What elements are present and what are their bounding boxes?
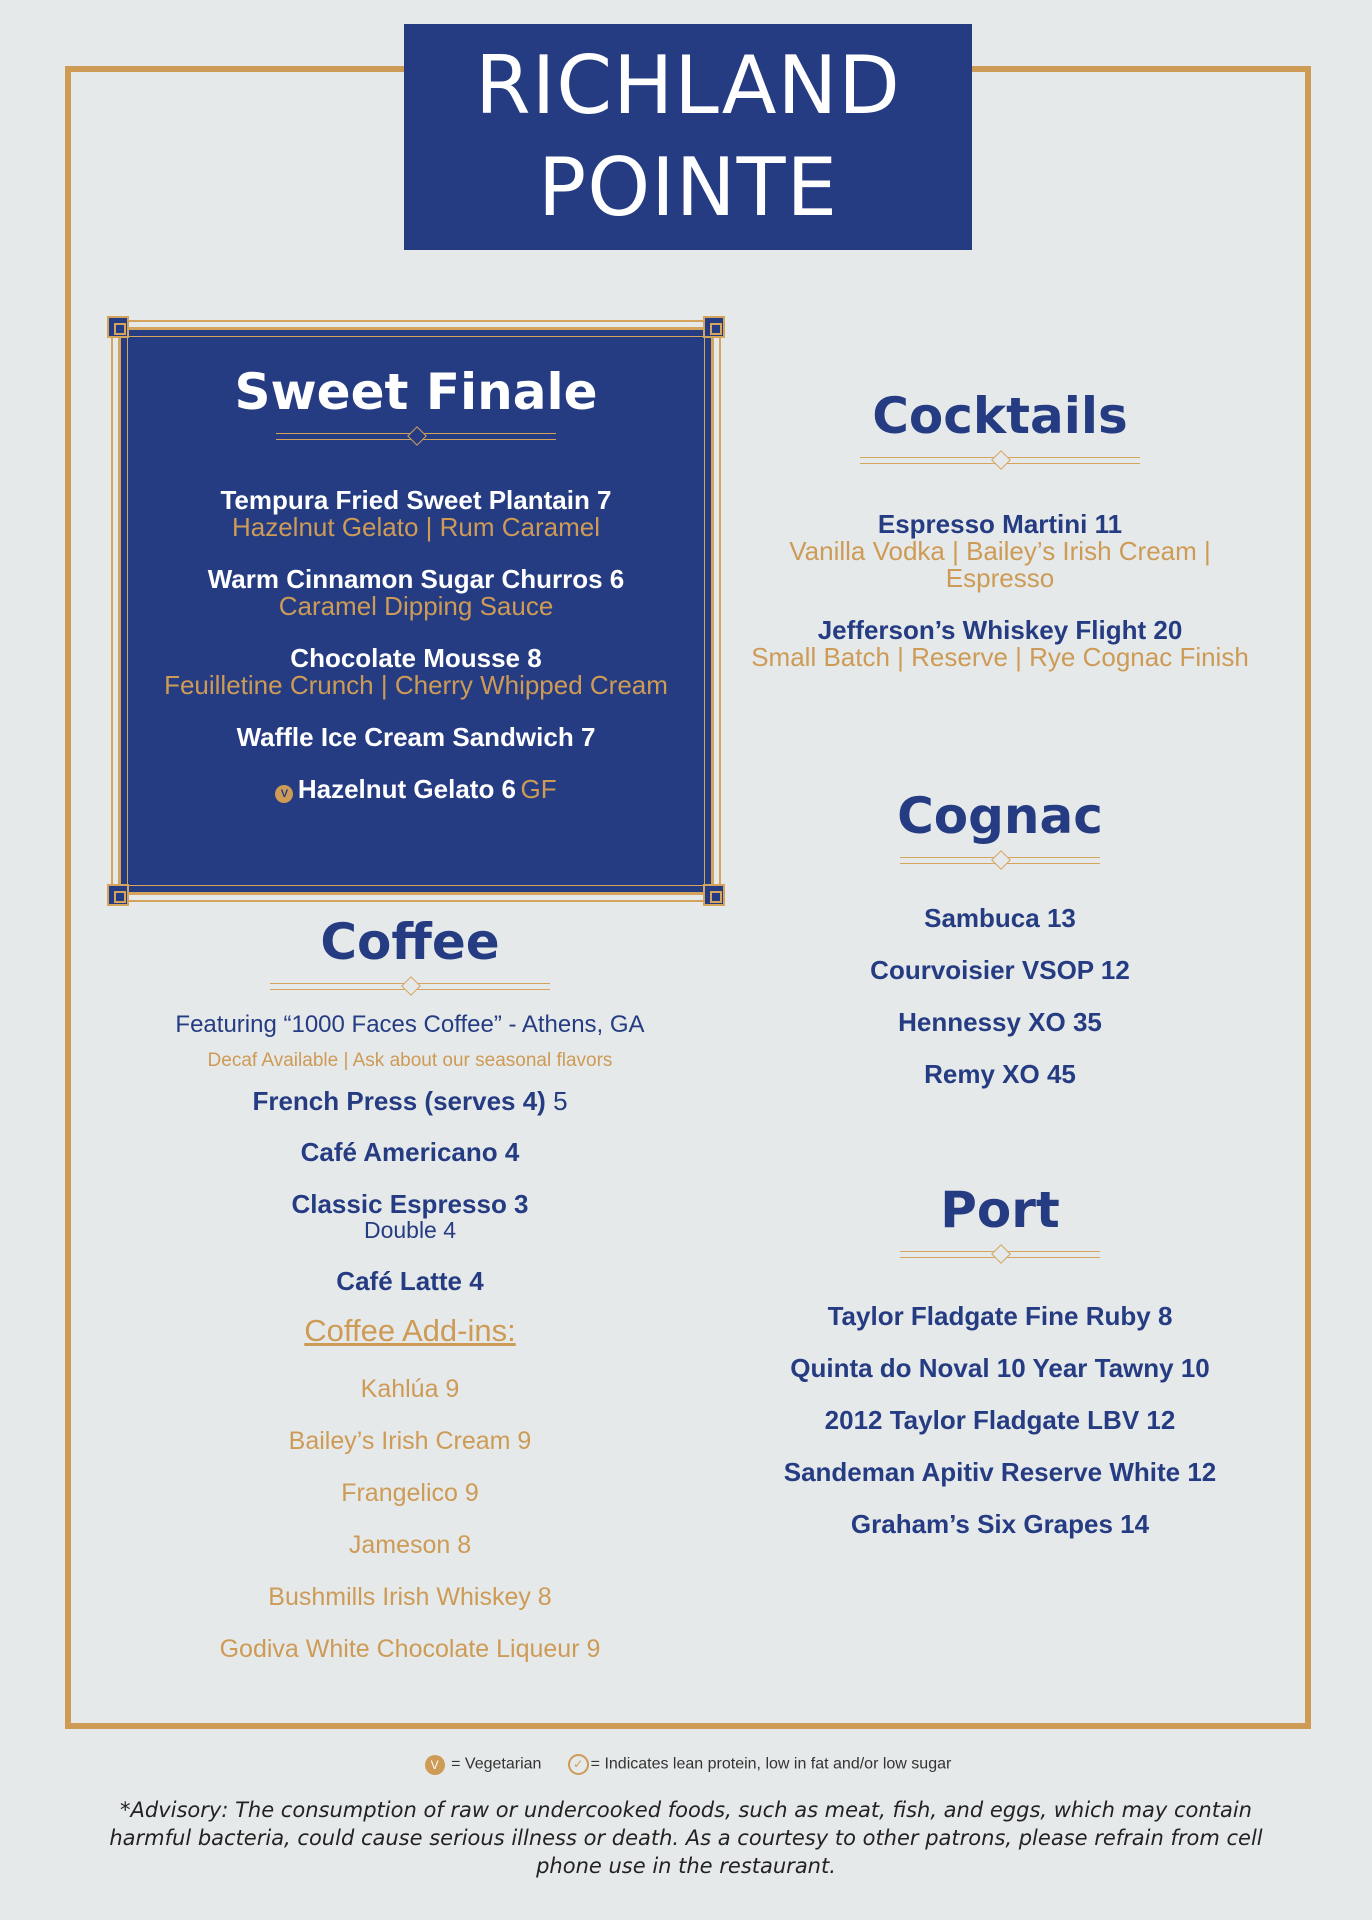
item-description: Vanilla Vodka | Bailey’s Irish Cream |	[789, 536, 1211, 566]
port-list	[740, 1290, 1260, 1550]
menu-item	[121, 723, 711, 751]
coffee-featuring: Featuring “1000 Faces Coffee” - Athens, GA	[175, 1011, 645, 1038]
restaurant-title-box	[404, 24, 972, 250]
addin-item: Kahlúa 9	[360, 1375, 460, 1403]
menu-item	[121, 775, 711, 803]
menu-item: 2012 Taylor Fladgate LBV 12	[824, 1405, 1176, 1435]
item-name: Jefferson’s Whiskey Flight 20	[817, 615, 1183, 645]
corner-ornament	[703, 316, 725, 338]
coffee-section	[110, 912, 710, 1675]
item-name: French Press (serves 4)	[252, 1086, 546, 1116]
restaurant-name-line2: POINTE	[537, 141, 839, 234]
cognac-list	[740, 892, 1260, 1100]
addin-item: Frangelico 9	[341, 1479, 479, 1507]
item-sub: Double 4	[363, 1217, 457, 1243]
item-tag: GF	[520, 774, 557, 804]
item-description: Caramel Dipping Sauce	[278, 591, 554, 621]
item-name: Hazelnut Gelato 6	[297, 774, 517, 804]
corner-ornament	[703, 884, 725, 906]
port-section	[740, 1180, 1260, 1550]
cognac-heading: Cognac	[897, 787, 1103, 845]
coffee-addins-heading: Coffee Add-ins:	[304, 1313, 516, 1348]
ornament-divider	[860, 454, 1140, 470]
advisory-text: *Advisory: The consumption of raw or undercooked foods, such as meat, fish, and eggs, which may contain harmful bacteria, could cause serious illness or death. As a courtesy to other patrons, please refrain from cell phone use in the restaurant.	[109, 1798, 1263, 1878]
menu-item: Graham’s Six Grapes 14	[850, 1509, 1150, 1539]
menu-item	[110, 1086, 710, 1116]
menu-item: Sandeman Apitiv Reserve White 12	[783, 1457, 1217, 1487]
menu-item: Courvoisier VSOP 12	[870, 955, 1130, 985]
restaurant-name-line1: RICHLAND	[475, 39, 901, 132]
dietary-legend	[0, 1754, 1372, 1775]
item-name: Warm Cinnamon Sugar Churros 6	[207, 564, 625, 594]
addin-item: Jameson 8	[348, 1531, 472, 1559]
cocktails-section	[740, 386, 1260, 671]
ornament-divider	[900, 1248, 1100, 1264]
menu-item: Café Latte 4	[336, 1266, 484, 1296]
coffee-note: Decaf Available | Ask about our seasonal flavors	[207, 1050, 613, 1071]
sweet-finale-panel	[118, 327, 714, 895]
menu-item: Café Americano 4	[300, 1137, 520, 1167]
legend-vegetarian: = Vegetarian	[451, 1755, 542, 1773]
corner-ornament	[107, 316, 129, 338]
vegetarian-icon: V	[425, 1755, 445, 1775]
item-name: Waffle Ice Cream Sandwich 7	[236, 722, 596, 752]
menu-item	[121, 565, 711, 620]
addin-item: Bailey’s Irish Cream 9	[288, 1427, 532, 1455]
item-name: Tempura Fried Sweet Plantain 7	[220, 485, 612, 515]
menu-item: Hennessy XO 35	[898, 1007, 1102, 1037]
legend-lean: = Indicates lean protein, low in fat and/or low sugar	[590, 1755, 952, 1773]
check-icon: ✓	[568, 1754, 589, 1775]
ornament-divider	[270, 980, 550, 996]
vegetarian-icon: V	[275, 785, 293, 803]
menu-item: Quinta do Noval 10 Year Tawny 10	[790, 1353, 1210, 1383]
cognac-section	[740, 786, 1260, 1100]
menu-item	[121, 486, 711, 541]
coffee-heading: Coffee	[320, 913, 500, 971]
sweet-finale-section	[121, 362, 711, 803]
item-description: Hazelnut Gelato | Rum Caramel	[231, 512, 600, 542]
corner-ornament	[107, 884, 129, 906]
item-price: 5	[553, 1086, 568, 1116]
coffee-addins-list	[110, 1363, 710, 1675]
menu-item	[740, 616, 1260, 671]
menu-item	[121, 644, 711, 699]
item-name: Espresso Martini 11	[877, 509, 1123, 539]
ornament-divider	[276, 430, 556, 446]
menu-item: Taylor Fladgate Fine Ruby 8	[827, 1301, 1173, 1331]
menu-item: Sambuca 13	[924, 903, 1076, 933]
addin-item: Bushmills Irish Whiskey 8	[268, 1583, 552, 1611]
ornament-divider	[900, 854, 1100, 870]
menu-item	[740, 510, 1260, 592]
item-description: Small Batch | Reserve | Rye Cognac Finish	[751, 642, 1249, 672]
sweet-finale-heading: Sweet Finale	[234, 363, 598, 421]
menu-item	[110, 1190, 710, 1243]
menu-item: Remy XO 45	[924, 1059, 1076, 1089]
item-description: Espresso	[945, 563, 1055, 593]
addin-item: Godiva White Chocolate Liqueur 9	[219, 1635, 601, 1663]
item-name: Chocolate Mousse 8	[290, 643, 542, 673]
cocktails-heading: Cocktails	[872, 387, 1128, 445]
port-heading: Port	[940, 1181, 1060, 1239]
item-name: Classic Espresso 3	[291, 1189, 529, 1219]
item-description: Feuilletine Crunch | Cherry Whipped Cream	[164, 670, 668, 700]
